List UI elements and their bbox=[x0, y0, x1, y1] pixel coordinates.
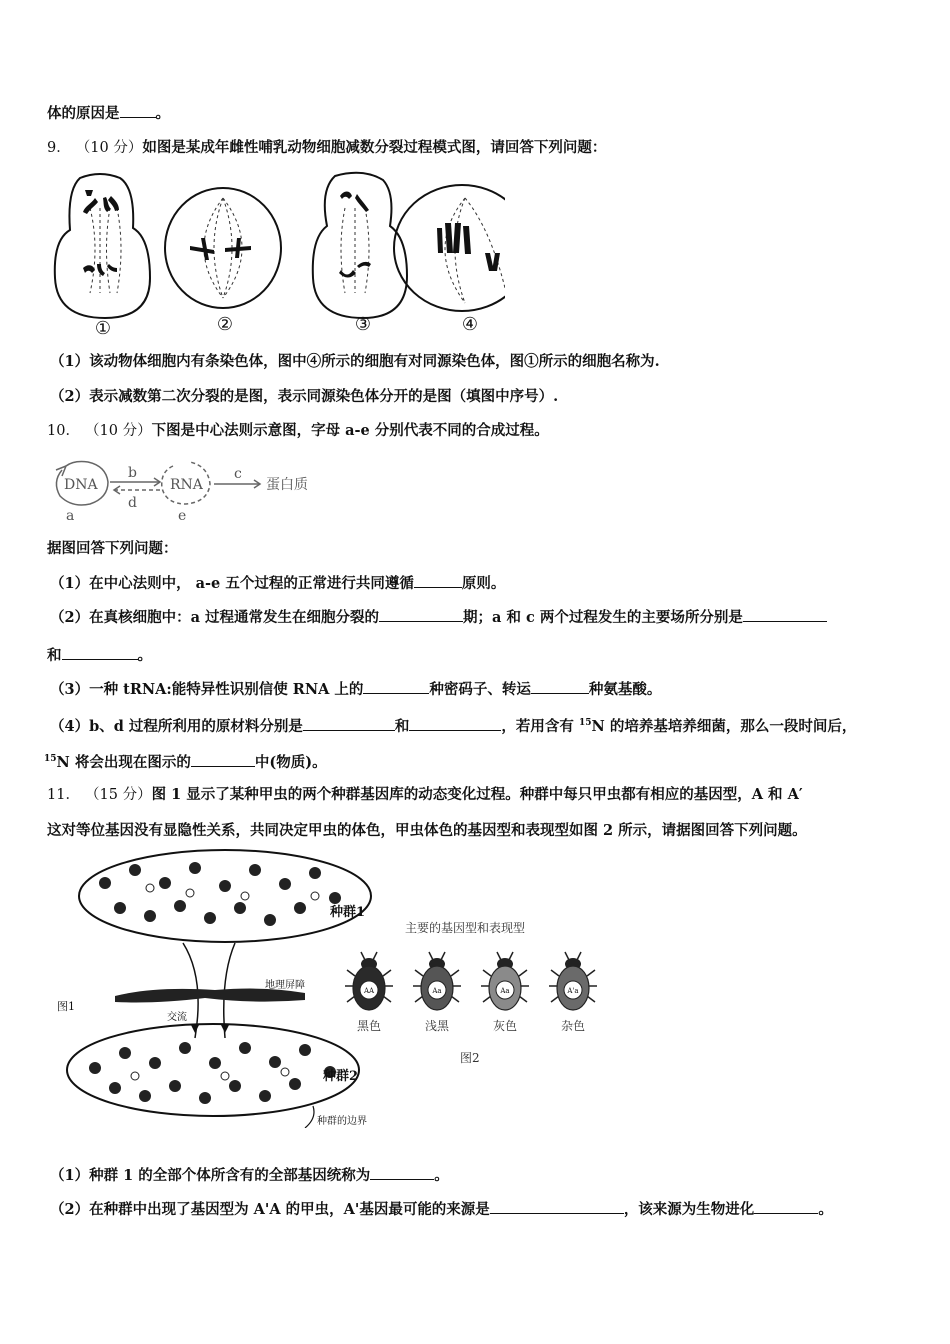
dna-label: DNA bbox=[64, 477, 98, 493]
cell-label-3: ③ bbox=[354, 314, 372, 335]
cell-label-1: ① bbox=[94, 318, 112, 338]
beetle-4 bbox=[549, 952, 597, 1033]
cell-label-2: ② bbox=[216, 314, 234, 335]
q10-sub2: （2）在真核细胞中：a 过程通常发生在细胞分裂的 期；a 和 c 两个过程发生的主要场所分别是 bbox=[50, 607, 827, 628]
beetle-phenotype: 灰色 bbox=[492, 1019, 518, 1033]
beetle-3 bbox=[481, 952, 529, 1033]
q10-sub4: （4）b、d 过程所利用的原材料分别是 和 ，若用含有 $^{15}$N 的培养基培养细菌，那么一段时间后， bbox=[50, 717, 857, 735]
label-e: e bbox=[178, 508, 187, 524]
fig2-label: 图2 bbox=[460, 1051, 480, 1065]
q11-stem: 11． （15 分）图 1 显示了某种甲虫的两个种群基因库的动态变化过程。种群中每只甲虫都有相应的基因型，A 和 A′ bbox=[47, 786, 803, 803]
beetle-genotype: Aa bbox=[432, 987, 442, 995]
cell-label-4: ④ bbox=[461, 314, 479, 335]
protein-label: 蛋白质 bbox=[266, 477, 308, 493]
beetle-1 bbox=[345, 952, 393, 1033]
meiosis-figure bbox=[45, 168, 505, 338]
q10-sub2-cont: 和 。 bbox=[47, 647, 152, 664]
beetle-2 bbox=[413, 952, 461, 1033]
pop2-label: 种群2 bbox=[323, 1069, 359, 1084]
q10-lead: 据图回答下列问题： bbox=[47, 540, 178, 557]
fig1-label: 图1 bbox=[57, 1000, 75, 1013]
q11-stem2: 这对等位基因没有显隐性关系，共同决定甲虫的体色，甲虫体色的基因型和表现型如图 2 所示，请据图回答下列问题。 bbox=[47, 822, 807, 839]
pop1-label: 种群1 bbox=[330, 905, 366, 920]
population-figure bbox=[55, 848, 385, 1128]
label-b: b bbox=[128, 465, 137, 481]
beetle-phenotype: 杂色 bbox=[560, 1019, 586, 1033]
label-d: d bbox=[128, 495, 137, 511]
q9-stem: 9． （10 分）如图是某成年雌性哺乳动物细胞减数分裂过程模式图，请回答下列问题： bbox=[47, 139, 607, 156]
beetle-genotype: AA bbox=[363, 987, 375, 995]
fig2-title: 主要的基因型和表现型 bbox=[405, 921, 526, 935]
central-dogma-diagram bbox=[48, 452, 348, 526]
beetle-phenotype: 浅黑 bbox=[424, 1019, 450, 1033]
barrier-label: 地理屏障 bbox=[265, 980, 305, 991]
rna-label: RNA bbox=[170, 477, 203, 493]
label-c: c bbox=[234, 466, 242, 482]
continuation-line: 体的原因是 。 bbox=[47, 105, 170, 122]
exchange-label: 交流 bbox=[167, 1012, 187, 1023]
genotype-figure bbox=[345, 910, 605, 1070]
q10-sub4-cont: $^{15}$N 将会出现在图示的 中(物质)。 bbox=[44, 753, 327, 771]
beetle-genotype: Aa bbox=[500, 987, 510, 995]
q10-sub3: （3）一种 tRNA:能特异性识别信使 RNA 上的 种密码子、转运 种氨基酸。 bbox=[50, 681, 662, 698]
q11-sub2: （2）在种群中出现了基因型为 A'A 的甲虫，A'基因最可能的来源是 ，该来源为生物进化 。 bbox=[50, 1201, 833, 1218]
boundary-label: 种群的边界 bbox=[317, 1116, 367, 1127]
q9-sub1: （1）该动物体细胞内有条染色体，图中④所示的细胞有对同源染色体，图①所示的细胞名称为. bbox=[50, 353, 660, 370]
q10-sub1: （1）在中心法则中， a-e 五个过程的正常进行共同遵循 原则。 bbox=[50, 575, 506, 592]
label-a: a bbox=[66, 508, 75, 524]
q10-stem: 10． （10 分）下图是中心法则示意图，字母 a-e 分别代表不同的合成过程。 bbox=[47, 422, 549, 439]
beetle-genotype: A'a bbox=[567, 987, 579, 995]
q11-sub1: （1）种群 1 的全部个体所含有的全部基因统称为 。 bbox=[50, 1167, 449, 1184]
beetle-phenotype: 黑色 bbox=[356, 1019, 382, 1033]
q9-sub2: （2）表示减数第二次分裂的是图，表示同源染色体分开的是图（填图中序号）. bbox=[50, 388, 559, 405]
